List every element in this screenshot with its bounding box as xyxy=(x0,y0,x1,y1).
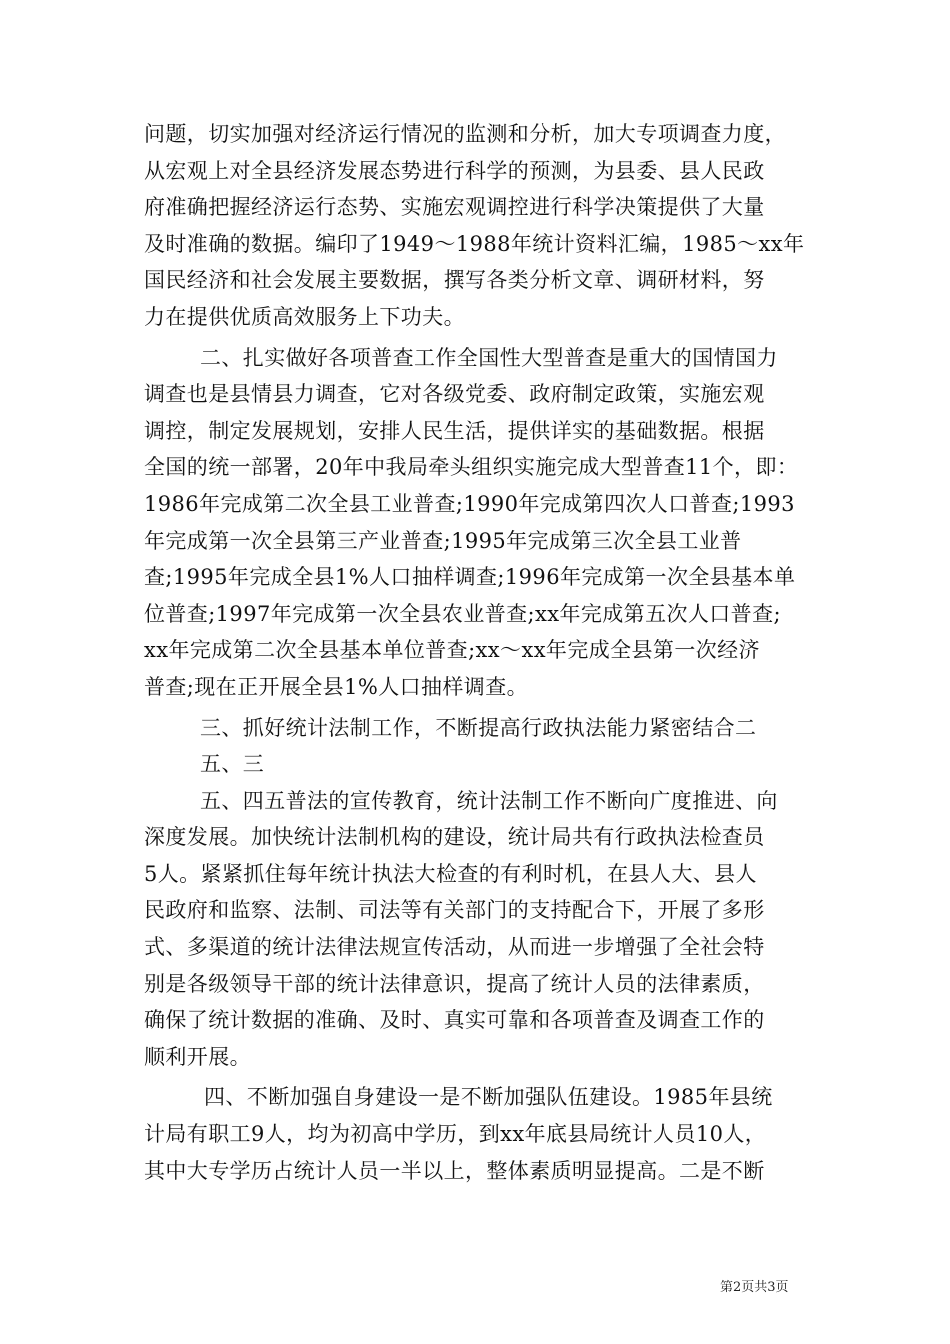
text-line: 五、三 xyxy=(200,752,265,777)
paragraph-2 xyxy=(144,340,816,706)
text-line: 查;1995年完成全县1%人口抽样调查;1996年完成第一次全县基本单 xyxy=(144,565,796,590)
paragraph-5 xyxy=(144,1079,816,1189)
text-line: 问题，切实加强对经济运行情况的监测和分析，加大专项调查力度， xyxy=(144,122,786,146)
text-line: 力在提供优质高效服务上下功夫。 xyxy=(144,304,465,329)
text-line: 国民经济和社会发展主要数据，撰写各类分析文章、调研材料，努 xyxy=(144,268,765,293)
text-line: 二、扎实做好各项普查工作全国性大型普查是重大的国情国力 xyxy=(200,345,778,370)
text-line: 计局有职工9人，均为初高中学历，到xx年底县局统计人员10人， xyxy=(144,1122,767,1147)
text-line: 调控，制定发展规划，安排人民生活，提供详实的基础数据。根据 xyxy=(144,418,765,443)
text-line: 调查也是县情县力调查，它对各级党委、政府制定政策，实施宏观 xyxy=(144,382,765,407)
document-body xyxy=(144,116,816,1189)
paragraph-3 xyxy=(144,710,816,783)
paragraph-4 xyxy=(144,783,816,1076)
text-line: 三、抓好统计法制工作，不断提高行政执法能力紧密结合二 xyxy=(200,715,757,740)
text-line: 别是各级领导干部的统计法律意识，提高了统计人员的法律素质， xyxy=(144,971,765,996)
text-line: 1986年完成第二次全县工业普查;1990年完成第四次人口普查;1993 xyxy=(144,491,795,516)
text-line: 五、四五普法的宣传教育，统计法制工作不断向广度推进、向 xyxy=(200,788,778,813)
text-line: 确保了统计数据的准确、及时、真实可靠和各项普查及调查工作的 xyxy=(144,1008,765,1033)
text-line: 四、不断加强自身建设一是不断加强队伍建设。1985年县统 xyxy=(204,1085,773,1110)
page-number: 第2页共3页 xyxy=(720,1280,789,1295)
text-line: 民政府和监察、法制、司法等有关部门的支持配合下，开展了多形 xyxy=(144,898,765,923)
text-line: 全国的统一部署，20年中我局牵头组织实施完成大型普查11个，即： xyxy=(144,455,799,480)
text-line: 府准确把握经济运行态势、实施宏观调控进行科学决策提供了大量 xyxy=(144,195,765,220)
text-line: 式、多渠道的统计法律法规宣传活动，从而进一步增强了全社会特 xyxy=(144,935,765,960)
text-line: 普查;现在正开展全县1%人口抽样调查。 xyxy=(144,674,528,699)
text-line: 年完成第一次全县第三产业普查;1995年完成第三次全县工业普 xyxy=(144,528,742,553)
text-line: 顺利开展。 xyxy=(144,1044,251,1069)
text-line: 5人。紧紧抓住每年统计执法大检查的有利时机，在县人大、县人 xyxy=(144,861,757,886)
text-line: 其中大专学历占统计人员一半以上，整体素质明显提高。二是不断 xyxy=(144,1158,765,1183)
text-line: 从宏观上对全县经济发展态势进行科学的预测，为县委、县人民政 xyxy=(144,158,765,183)
text-line: 位普查;1997年完成第一次全县农业普查;xx年完成第五次人口普查; xyxy=(144,601,781,626)
paragraph-1 xyxy=(144,116,816,336)
text-line: xx年完成第二次全县基本单位普查;xx～xx年完成全县第一次经济 xyxy=(144,638,760,663)
text-line: 深度发展。加快统计法制机构的建设，统计局共有行政执法检查员 xyxy=(144,825,765,850)
text-line: 及时准确的数据。编印了1949～1988年统计资料汇编，1985～xx年 xyxy=(144,231,805,256)
